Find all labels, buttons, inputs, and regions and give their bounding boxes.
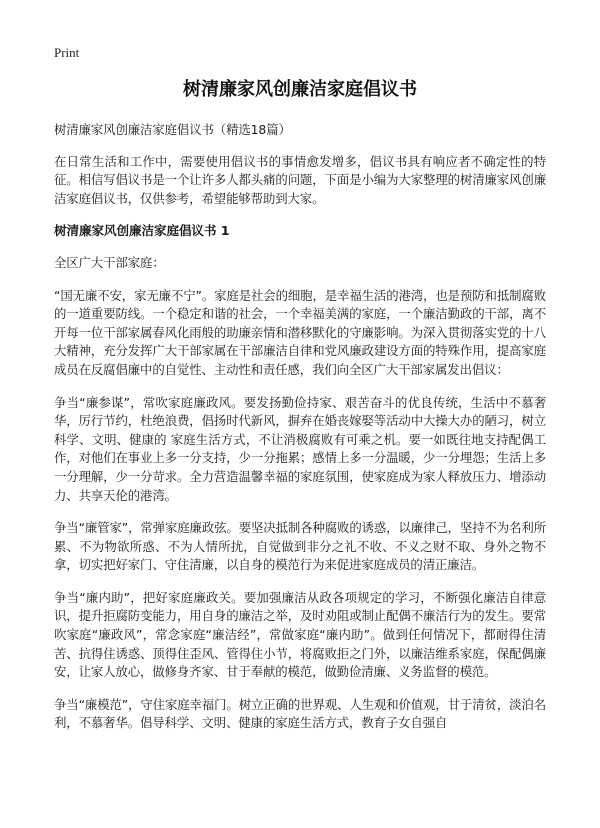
section-heading: 树清廉家风创廉洁家庭倡议书 1 <box>54 223 230 239</box>
greeting-line: 全区广大干部家庭： <box>54 254 165 270</box>
body-paragraph-2: 争当“廉参谋”，常吹家庭廉政风。要发扬勤俭持家、艰苦奋斗的优良传统，生活中不慕奢华，厉行节约，杜绝浪费，倡扬时代新风，摒弃在婚丧嫁娶等活动中大操大办的陋习，树立科学、文明、健康的 家庭生活方式，不让消极腐败有可乘之机。要一如既往地支持配偶工作，对他们在事业上多一分支持，少一分拖累；感情上多一分温暖，少一分埋怨；生活上多一分理解，少一分苛求。全力营造温馨幸福的家庭氛围，使家庭成为家人释放压力、增添动力、共享天伦的港湾。 <box>54 394 546 503</box>
body-paragraph-5: 争当“廉模范”，守住家庭幸福门。树立正确的世界观、人生观和价值观，甘于清贫，淡泊名利，不慕奢华。倡导科学、文明、健康的家庭生活方式，教育子女自强自 <box>54 696 546 731</box>
body-paragraph-1: “国无廉不安，家无廉不宁”。家庭是社会的细胞，是幸福生活的港湾，也是预防和抵制腐败的一道重要防线。一个稳定和谐的社会，一个幸福美满的家庭，一个廉洁勤政的干部，离不开每一位干部家属春风化雨般的助廉亲情和潜移默化的守廉影响。为深入贯彻落实党的十八大精神，充分发挥广大干部家属在干部廉洁自律和党风廉政建设方面的特殊作用，提高家庭成员在反腐倡廉中的自觉性、主动性和责任感，我们向全区广大干部家属发出倡议： <box>54 287 546 377</box>
document-body <box>54 121 546 747</box>
body-paragraph-3: 争当“廉管家”，常弹家庭廉政弦。要坚决抵制各种腐败的诱惑，以廉律己，坚持不为名利所累、不为物欲所惑、不为人情所扰，自觉做到非分之礼不收、不义之财不取、身外之物不拿，切实把好家门、守住清廉，以自身的模范行为来促进家庭成员的清正廉洁。 <box>54 520 546 573</box>
intro-paragraph: 在日常生活和工作中，需要使用倡议书的事情愈发增多，倡议书具有响应者不确定性的特征。相信写倡议书是一个让许多人都头痛的问题，下面是小编为大家整理的树清廉家风创廉洁家庭倡议书，仅供参考，希望能够帮助到大家。 <box>54 153 546 206</box>
print-label: Print <box>54 45 80 60</box>
document-title: 树清廉家风创廉洁家庭倡议书 <box>183 79 417 100</box>
document-subtitle: 树清廉家风创廉洁家庭倡议书（精选18篇） <box>54 122 291 137</box>
body-paragraph-4: 争当“廉内助”，把好家庭廉政关。要加强廉洁从政各项规定的学习，不断强化廉洁自律意识，提升拒腐防变能力，用自身的廉洁之举，及时劝阻或制止配偶不廉洁行为的发生。要常吹家庭“廉政风”，常念家庭“廉洁经”，常做家庭“廉内助”。做到任何情况下，都耐得住清苦、抗得住诱惑、顶得住歪风、管得住小节，将腐败拒之门外，以廉洁维系家庭，保配偶廉安，让家人放心，做修身齐家、甘于奉献的模范，做勤俭清廉、义务监督的模范。 <box>54 589 546 680</box>
